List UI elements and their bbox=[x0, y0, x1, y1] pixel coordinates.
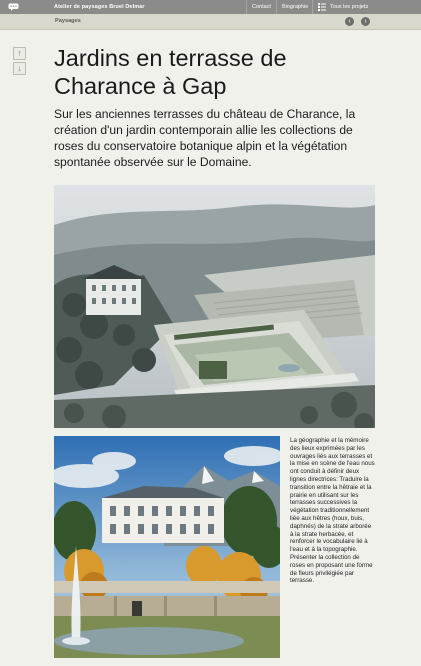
page-title: Jardins en terrasse de Charance à Gap bbox=[54, 45, 287, 99]
previous-project-button[interactable] bbox=[345, 17, 354, 26]
nav-contact[interactable]: Contact bbox=[246, 0, 276, 14]
arrow-down-icon: ↓ bbox=[17, 63, 22, 73]
aerial-garden-image bbox=[54, 185, 375, 428]
nav-biographie[interactable]: Biographie bbox=[276, 0, 313, 14]
chateau-photo bbox=[54, 436, 280, 658]
grid-icon bbox=[318, 3, 326, 11]
brand-link[interactable]: Atelier de paysages Bruel Delmar bbox=[54, 4, 145, 10]
breadcrumb[interactable]: Paysages bbox=[55, 18, 81, 24]
description-text: La géographie et la mémoire des lieux exprimées par les ouvrages liés aux terrasses et la mise en scène de l'eau nous ont conduit à définir deux lignes directrices: Traduire la transition entre la hêtraie et la prairie en utilisant sur les terrasses successives la végétation traditionnellement liée aux hêtres (houx, buis, daphnés) de la strate arborée à la strate herbacée, et renforcer le vocabulaire lié à l'eau et à la topographie. Présenter la collection de roses en proposant une forme de fleurs privilégiée par terrasse. bbox=[290, 437, 375, 585]
sub-bar bbox=[0, 14, 421, 30]
chevron-left-icon: ‹ bbox=[348, 18, 351, 25]
nav-all-projects[interactable] bbox=[312, 0, 403, 14]
arrow-up-icon: ↑ bbox=[17, 48, 22, 58]
scroll-down-button[interactable] bbox=[13, 62, 26, 75]
nav-all-projects-label: Tous les projets bbox=[330, 4, 369, 10]
chevron-right-icon: › bbox=[364, 18, 367, 25]
lead-paragraph: Sur les anciennes terrasses du château de Charance, la création d'un jardin contemporain allie les collections de roses du conservatoire botanique alpin et la végétation spontanée observée sur le Domaine. bbox=[54, 107, 356, 169]
scroll-up-button[interactable] bbox=[13, 47, 26, 60]
top-bar bbox=[0, 0, 421, 14]
speech-bubble-icon[interactable] bbox=[8, 3, 19, 11]
next-project-button[interactable] bbox=[361, 17, 370, 26]
